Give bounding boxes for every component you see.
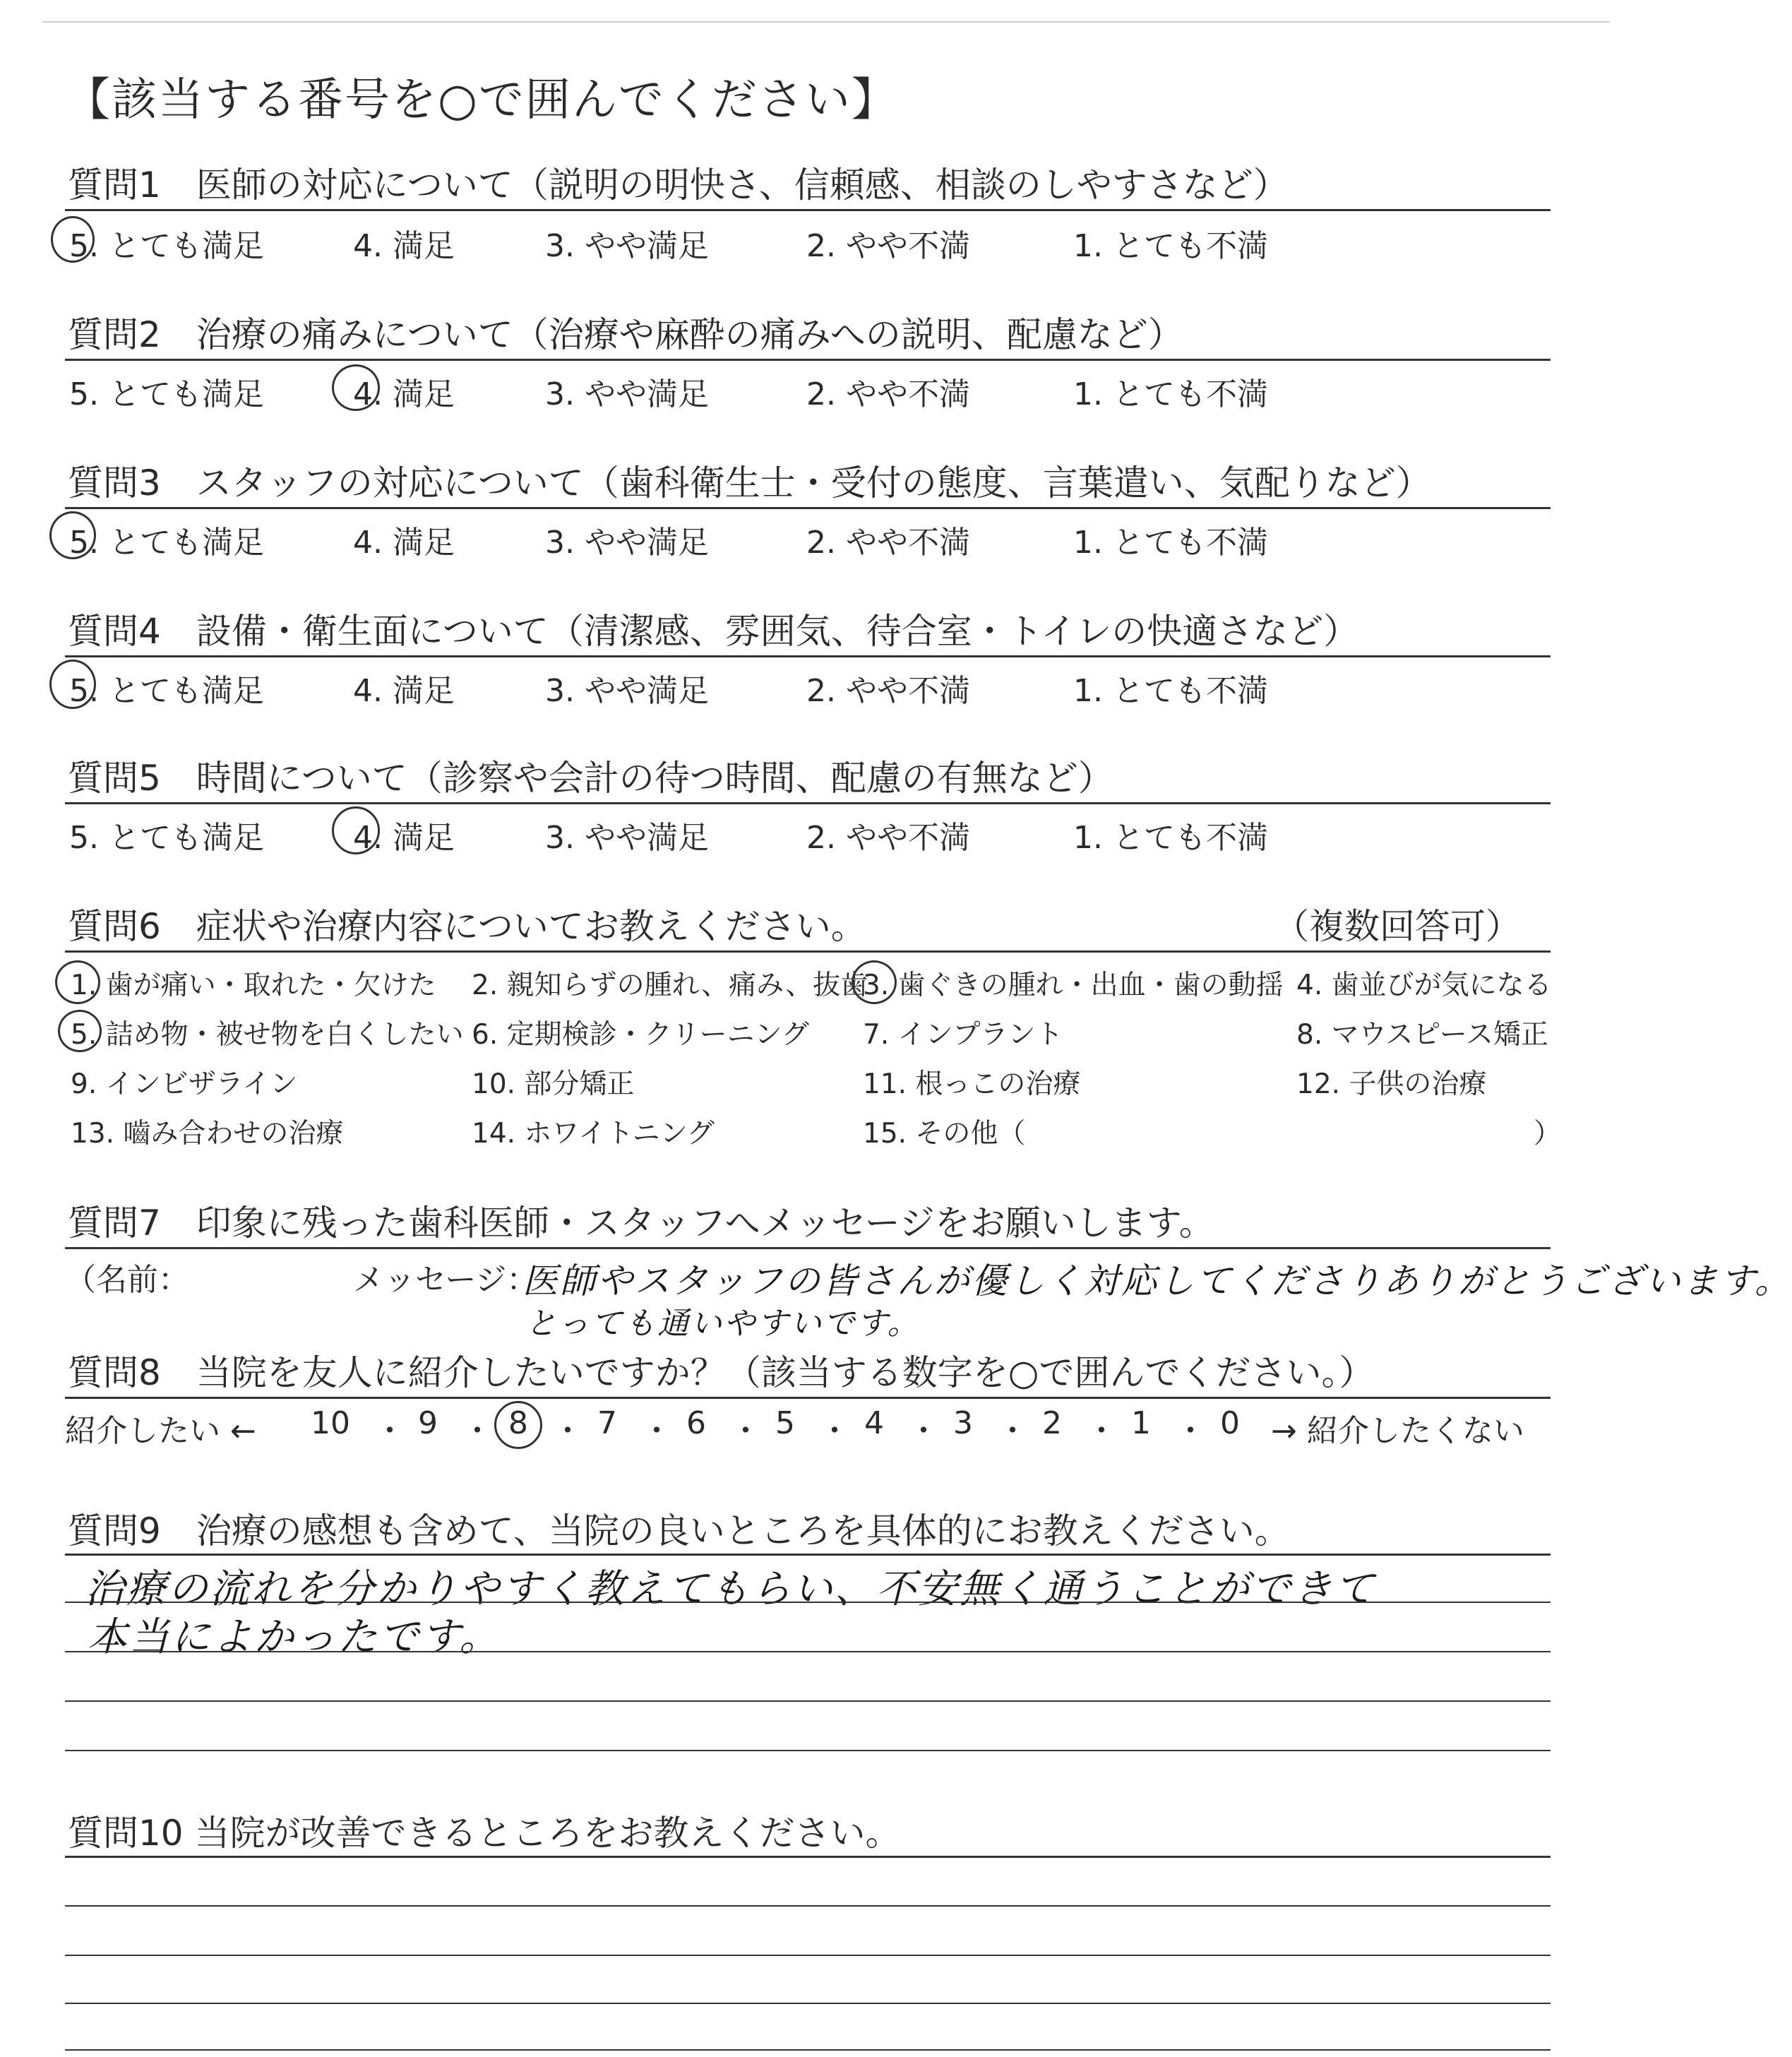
q9-answer-line1: 治療の流れを分かりやすく教えてもらい、不安無く通うことができて — [85, 1566, 1376, 1612]
q7-title: 質問7 印象に残った歯科医師・スタッフへメッセージをお願いします。 — [68, 1203, 1214, 1244]
q2-title: 質問2 治療の痛みについて（治療や麻酔の痛みへの説明、配慮など） — [68, 314, 1183, 355]
q3-rule — [65, 507, 1551, 509]
q9-rule-1 — [65, 1554, 1551, 1556]
q6-multiple-note: （複数回答可） — [1274, 906, 1521, 947]
q2-option-2[interactable]: 2. やや不満 — [806, 376, 970, 412]
q5-option-3[interactable]: 3. やや満足 — [545, 820, 709, 856]
q4-option-1[interactable]: 1. とても不満 — [1073, 673, 1268, 709]
q6-option-12[interactable]: 12. 子供の治療 — [1296, 1068, 1487, 1100]
q1-option-4[interactable]: 4. 満足 — [353, 228, 455, 264]
q7-name-label: （名前： — [65, 1262, 189, 1298]
q6-option-3[interactable]: 3. 歯ぐきの腫れ・出血・歯の動揺 — [863, 970, 1284, 1001]
q10-rule-5 — [65, 2049, 1551, 2051]
q8-scale-5[interactable]: 5 — [775, 1405, 795, 1441]
q9-rule-5 — [65, 1750, 1551, 1751]
q2-selected-circle — [332, 364, 380, 411]
q4-option-3[interactable]: 3. やや満足 — [545, 673, 709, 709]
q8-selected-circle — [494, 1401, 542, 1449]
q8-scale-7[interactable]: 7 — [597, 1405, 617, 1441]
q6-option-6[interactable]: 6. 定期検診・クリーニング — [472, 1019, 809, 1051]
q5-selected-circle — [332, 806, 380, 854]
q7-message-line1: 医師やスタッフの皆さんが優しく対応してくださりありがとうございます。 — [522, 1260, 1792, 1301]
q6-selected-circle-1 — [55, 960, 100, 1004]
q4-option-4[interactable]: 4. 満足 — [353, 673, 455, 709]
q10-rule-3 — [65, 1955, 1551, 1956]
q7-message-line2: とっても通いやすいです。 — [525, 1306, 921, 1342]
q8-rule — [65, 1397, 1551, 1399]
form-header: 【該当する番号を○で囲んでください】 — [65, 74, 898, 126]
q3-option-1[interactable]: 1. とても不満 — [1073, 525, 1268, 561]
q8-title: 質問8 当院を友人に紹介したいですか？（該当する数字を○で囲んでください。） — [68, 1352, 1375, 1393]
q3-option-5[interactable]: 5. とても満足 — [69, 525, 264, 561]
q6-option-14[interactable]: 14. ホワイトニング — [472, 1118, 715, 1150]
q3-option-3[interactable]: 3. やや満足 — [545, 525, 709, 561]
q8-left-label: 紹介したい ← — [65, 1413, 256, 1449]
q4-rule — [65, 655, 1551, 657]
q8-scale-1[interactable]: 1 — [1131, 1405, 1151, 1441]
q8-scale-4[interactable]: 4 — [864, 1405, 884, 1441]
q6-selected-circle-3 — [852, 960, 897, 1004]
q1-rule — [65, 209, 1551, 211]
q6-option-9[interactable]: 9. インビザライン — [71, 1068, 298, 1100]
q9-rule-4 — [65, 1700, 1551, 1702]
q1-title: 質問1 医師の対応について（説明の明快さ、信頼感、相談のしやすさなど） — [68, 165, 1289, 205]
q7-message-label: メッセージ： — [353, 1262, 538, 1298]
q9-answer-line2: 本当によかったです。 — [88, 1614, 501, 1660]
q5-option-1[interactable]: 1. とても不満 — [1073, 820, 1268, 856]
q1-option-1[interactable]: 1. とても不満 — [1073, 228, 1268, 264]
q3-title: 質問3 スタッフの対応について（歯科衛生士・受付の態度、言葉遣い、気配りなど） — [68, 463, 1431, 503]
q4-selected-circle — [49, 660, 96, 709]
q10-rule-2 — [65, 1905, 1551, 1907]
q4-title: 質問4 設備・衛生面について（清潔感、雰囲気、待合室・トイレの快適さなど） — [68, 611, 1359, 652]
q6-title: 質問6 症状や治療内容についてお教えください。 — [68, 906, 866, 947]
q6-selected-circle-5 — [58, 1010, 102, 1052]
q6-option-4[interactable]: 4. 歯並びが気になる — [1296, 970, 1552, 1001]
q5-option-4[interactable]: 4. 満足 — [353, 820, 455, 856]
q8-scale-10[interactable]: 10 — [311, 1405, 350, 1441]
q1-option-2[interactable]: 2. やや不満 — [806, 228, 970, 264]
survey-page: 【該当する番号を○で囲んでください】 質問1 医師の対応について（説明の明快さ、信頼感、相談のしやすさなど） 5. とても満足 4. 満足 3. やや満足 2. やや不満 1. とても不満 質問2 治療の痛みについて（治療や麻酔の痛みへの説明、配慮など） 5. とても満足 4. 満足 3. やや満足 2. やや不満 1. とても不満 質問3 スタッフの対応について（歯科衛生士・受付の態度、言葉遣い、気配りなど） 5. とても満足 4. 満足 3. やや満足 2. やや不満 1. とても不満 質問4 設備・衛生面について（清潔感、雰囲気、待合室・トイレの快適さなど） 5. とても満足 4. 満足 3. やや満足 2. やや不満 1. とても不満 質問5 時間について（診察や会計の待つ時間、配慮の有無など） 5. とても満足 4. 満足 3. やや満足 2. やや不満 1. とても不満 質問6 症状や治療内容についてお教えください。 （複数回答可） 1. 歯が痛い・取れた・欠けた 2. 親知らずの腫れ、痛み、抜歯 3. 歯ぐきの腫れ・出血・歯の動揺 4. 歯並びが気になる 5. 詰め物・被せ物を白くしたい 6. 定期検診・クリーニング 7. インプラント 8. マウスピース矯正 9. インビザライン 10. 部分矯正 11. 根っこの治療 12. 子供の治療 13. 嚙み合わせの治療 14. ホワイトニング 15. その他（ ） 質問7 印象に残った歯科医師・スタッフへメッセージをお願いします。 （名前： メッセージ： 医師やスタッフの皆さんが優しく対応してくださりありがとうございます。 とっても通いやすいです。 質問8 当院を友人に紹介したいですか？（該当する数字を○で囲んでください。） 紹介したい ← 10 ・ 9 ・ 8 ・ 7 ・ 6 ・ 5 ・ 4 ・ 3 ・ 2 ・ 1 ・ 0 → 紹介したくない 質問9 治療の感想も含めて、当院の良いところを具体的にお教えください。 治療の流れを分かりやすく教えてもらい、不安無く通うことができて 本当によかったです。 質問10 当院が改善できるところをお教えください。 — [0, 0, 1627, 2057]
q5-title: 質問5 時間について（診察や会計の待つ時間、配慮の有無など） — [68, 758, 1113, 799]
q3-selected-circle — [49, 511, 96, 559]
q3-option-2[interactable]: 2. やや不満 — [806, 525, 970, 561]
q1-option-5[interactable]: 5. とても満足 — [69, 228, 264, 264]
q6-option-15[interactable]: 15. その他（ — [863, 1118, 1026, 1150]
q10-rule-4 — [65, 2003, 1551, 2004]
q9-rule-3 — [65, 1651, 1551, 1652]
q2-option-1[interactable]: 1. とても不満 — [1073, 376, 1268, 412]
q8-scale-3[interactable]: 3 — [953, 1405, 973, 1441]
q6-option-2[interactable]: 2. 親知らずの腫れ、痛み、抜歯 — [472, 970, 868, 1001]
q10-title: 質問10 当院が改善できるところをお教えください。 — [68, 1813, 901, 1854]
q9-rule-2 — [65, 1602, 1551, 1603]
q8-scale-2[interactable]: 2 — [1042, 1405, 1062, 1441]
q2-option-4[interactable]: 4. 満足 — [353, 376, 455, 412]
q8-scale-9[interactable]: 9 — [418, 1405, 438, 1441]
q3-option-4[interactable]: 4. 満足 — [353, 525, 455, 561]
q10-rule-1 — [65, 1856, 1551, 1858]
q6-option-11[interactable]: 11. 根っこの治療 — [863, 1068, 1081, 1100]
q5-option-2[interactable]: 2. やや不満 — [806, 820, 970, 856]
q6-option-7[interactable]: 7. インプラント — [863, 1019, 1063, 1051]
q1-selected-circle — [51, 216, 95, 263]
q6-option-5[interactable]: 5. 詰め物・被せ物を白くしたい — [71, 1019, 464, 1051]
q8-scale-8[interactable]: 8 — [508, 1405, 528, 1441]
q6-option-10[interactable]: 10. 部分矯正 — [472, 1068, 635, 1100]
q8-scale-6[interactable]: 6 — [686, 1405, 706, 1441]
q4-option-2[interactable]: 2. やや不満 — [806, 673, 970, 709]
q8-right-label: → 紹介したくない — [1271, 1413, 1524, 1449]
q6-rule — [65, 950, 1551, 953]
top-divider — [42, 21, 1610, 23]
q9-title: 質問9 治療の感想も含めて、当院の良いところを具体的にお教えください。 — [68, 1510, 1290, 1551]
q5-rule — [65, 802, 1551, 804]
q2-option-5[interactable]: 5. とても満足 — [69, 376, 264, 412]
q6-option-15-close: ） — [1534, 1118, 1562, 1150]
q1-option-3[interactable]: 3. やや満足 — [545, 228, 709, 264]
q4-option-5[interactable]: 5. とても満足 — [69, 673, 264, 709]
q6-option-8[interactable]: 8. マウスピース矯正 — [1296, 1019, 1548, 1051]
q6-option-1[interactable]: 1. 歯が痛い・取れた・欠けた — [71, 970, 436, 1001]
q2-rule — [65, 359, 1551, 361]
q5-option-5[interactable]: 5. とても満足 — [69, 820, 264, 856]
q2-option-3[interactable]: 3. やや満足 — [545, 376, 709, 412]
q7-rule — [65, 1247, 1551, 1249]
q8-scale-0[interactable]: 0 — [1220, 1405, 1240, 1441]
q6-option-13[interactable]: 13. 嚙み合わせの治療 — [71, 1118, 344, 1150]
